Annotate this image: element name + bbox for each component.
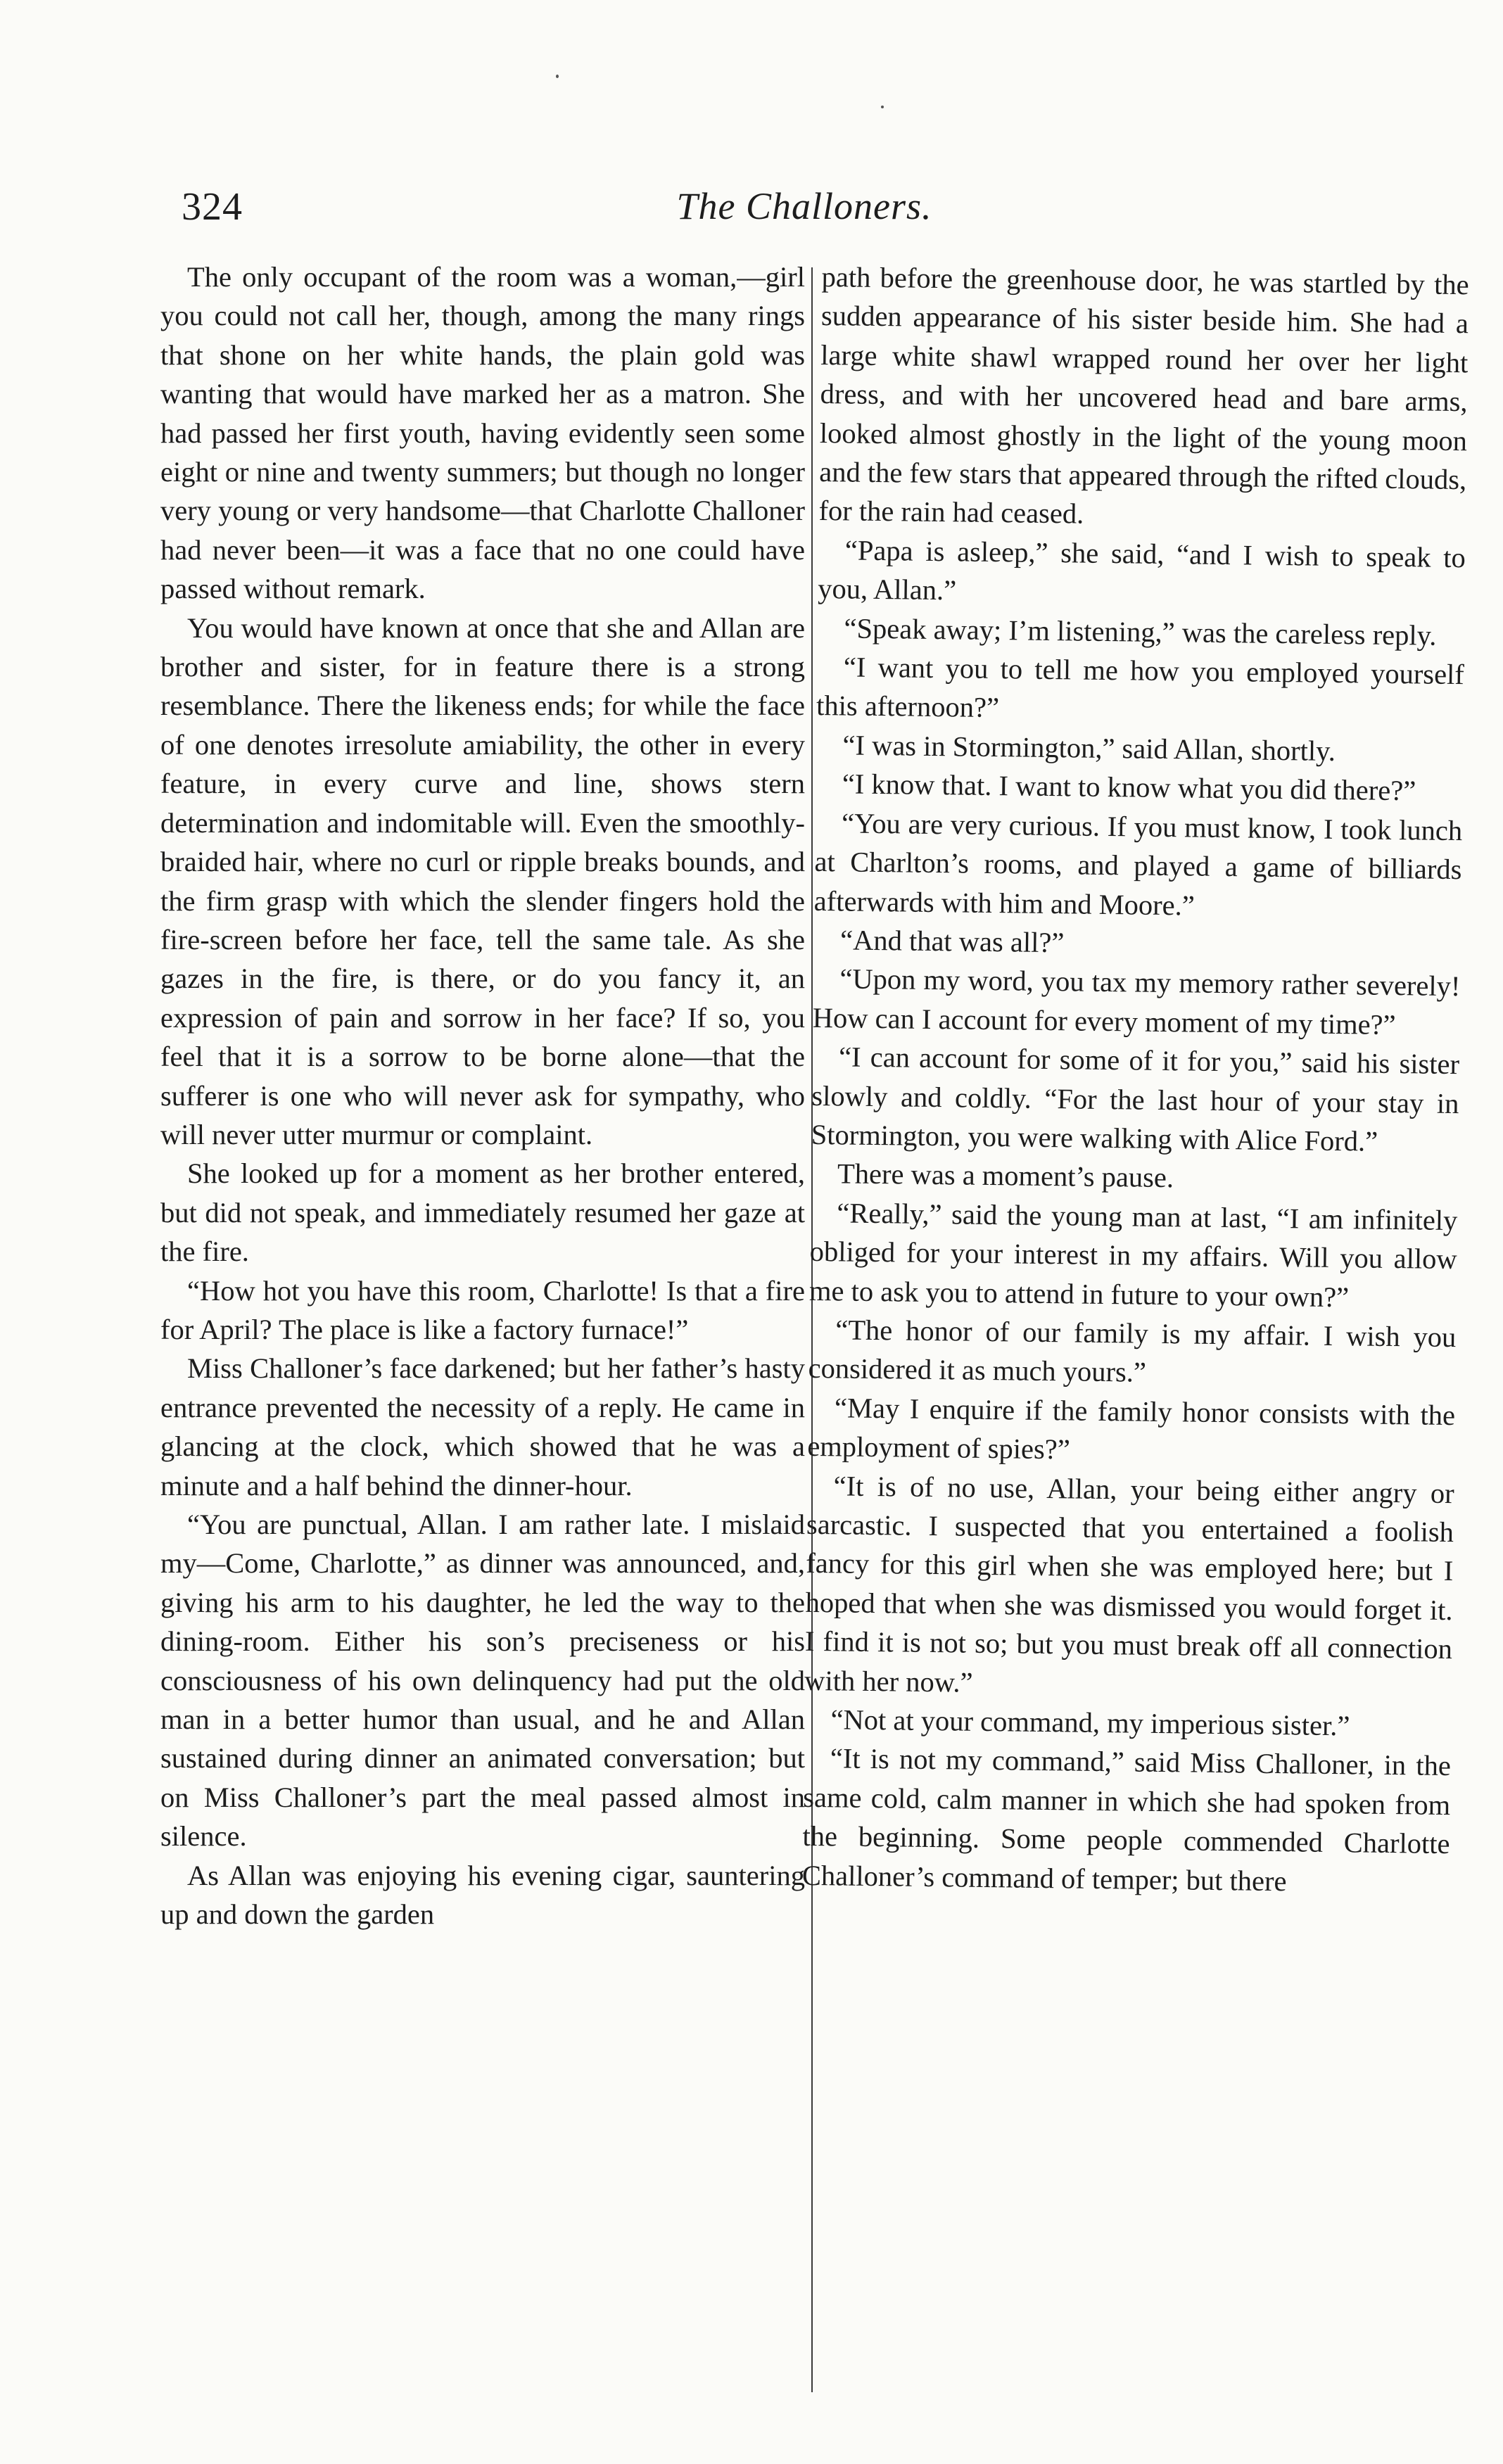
paragraph: The only occupant of the room was a woman,—girl you could not call her, though, among the many rings that shone on her white hands, the plain gold was wanting that would have marked her as a matron. She had passed her first youth, having evidently seen some eight or nine and twenty summers; but though no longer very young or very handsome—that Charlotte Challoner had never been—it was a face that no one could have passed without remark. (160, 261, 805, 605)
paragraph: “Speak away; I’m listening,” was the careless reply. (844, 612, 1437, 652)
right-column (802, 258, 1469, 1903)
ink-speck (556, 75, 559, 78)
ink-speck (881, 106, 884, 108)
paragraph: “May I enquire if the family honor consists with the employment of spies?” (807, 1392, 1456, 1466)
paragraph: “I want you to tell me how you employed yourself this afternoon?” (816, 651, 1465, 724)
paragraph: She looked up for a moment as her brother entered, but did not speak, and immediately resumed her gaze at the fire. (160, 1157, 805, 1268)
paragraph: There was a moment’s pause. (837, 1157, 1174, 1194)
paragraph: “You are very curious. If you must know, I took lunch at Charlton’s rooms, and played a game of billiards afterwards with him and Moore.” (813, 807, 1463, 922)
page-number: 324 (182, 185, 243, 229)
paragraph: path before the greenhouse door, he was startled by the sudden appearance of his sister beside him. She had a large white shawl wrapped round her over her light dress, and with her uncovered head and bare arms, looked almost ghostly in the light of the young moon and the few stars that appeared through the rifted clouds, for the rain had ceased. (818, 260, 1469, 531)
paragraph: “Papa is asleep,” she said, “and I wish to speak to you, Allan.” (817, 534, 1466, 607)
paragraph: “It is of no use, Allan, your being either angry or sarcastic. I suspected that you entertained a foolish fancy for this girl when she was employed here; but I hoped that when she was dismissed you would forget it. I find it is not so; but you must break off all connection with her now.” (804, 1469, 1454, 1698)
paragraph: “I know that. I want to know what you did there?” (842, 768, 1416, 807)
paragraph: Miss Challoner’s face darkened; but her father’s hasty entrance prevented the necessity of a reply. He came in glancing at the clock, which showed that he was a minute and a half behind the dinner-hour. (160, 1352, 805, 1501)
paragraph: “How hot you have this room, Charlotte! Is that a fire for April? The place is like a factory furnace!” (160, 1274, 805, 1345)
paragraph: “You are punctual, Allan. I am rather late. I mislaid my—Come, Charlotte,” as dinner was announced, and, giving his arm to his daughter, he led the way to the dining-room. Either his son’s preciseness or his consciousness of his own delinquency had put the old man in a better humor than usual, and he and Allan sustained during dinner an animated conversation; but on Miss Challoner’s part the meal passed almost in silence. (160, 1509, 805, 1853)
paragraph: “It is not my command,” said Miss Challoner, in the same cold, calm manner in which she had spoken from the beginning. Some people commended Charlotte Challoner’s command of temper; but there (801, 1742, 1452, 1897)
paragraph: “Not at your command, my imperious sister.” (830, 1703, 1350, 1742)
running-title: The Challoners. (676, 185, 932, 227)
paragraph: “Upon my word, you tax my memory rather severely! How can I account for every moment of my time?” (812, 963, 1461, 1041)
paragraph: “The honor of our family is my affair. I wish you considered it as much yours.” (808, 1314, 1457, 1389)
page-header (182, 184, 1427, 241)
paragraph: “I can account for some of it for you,” said his sister slowly and coldly. “For the last hour of your stay in Stormington, you were walking with Alice Ford.” (811, 1041, 1460, 1157)
paragraph: As Allan was enjoying his evening cigar, sauntering up and down the garden (160, 1859, 805, 1931)
paragraph: “And that was all?” (839, 924, 1065, 959)
left-column (160, 258, 805, 1933)
paragraph: “Really,” said the young man at last, “I am infinitely obliged for your interest in my affairs. Will you allow me to ask you to attend in future to your own?” (808, 1197, 1458, 1313)
paragraph: You would have known at once that she and Allan are brother and sister, for in feature there is a strong resemblance. There the likeness ends; for while the face of one denotes irresolute amiability, the other in every feature, in every curve and line, shows stern determination and indomitable will. Even the smoothly-braided hair, where no curl or ripple breaks bounds, and the firm grasp with which the slender fingers hold the fire-screen before her face, tell the same tale. As she gazes in the fire, is there, or do you fancy it, an expression of pain and sorrow in her face? If so, you feel that it is a sorrow to be borne alone—that the sufferer is one who will never ask for sympathy, who will never utter murmur or complaint. (160, 611, 805, 1150)
paragraph: “I was in Stormington,” said Allan, shortly. (842, 729, 1336, 767)
